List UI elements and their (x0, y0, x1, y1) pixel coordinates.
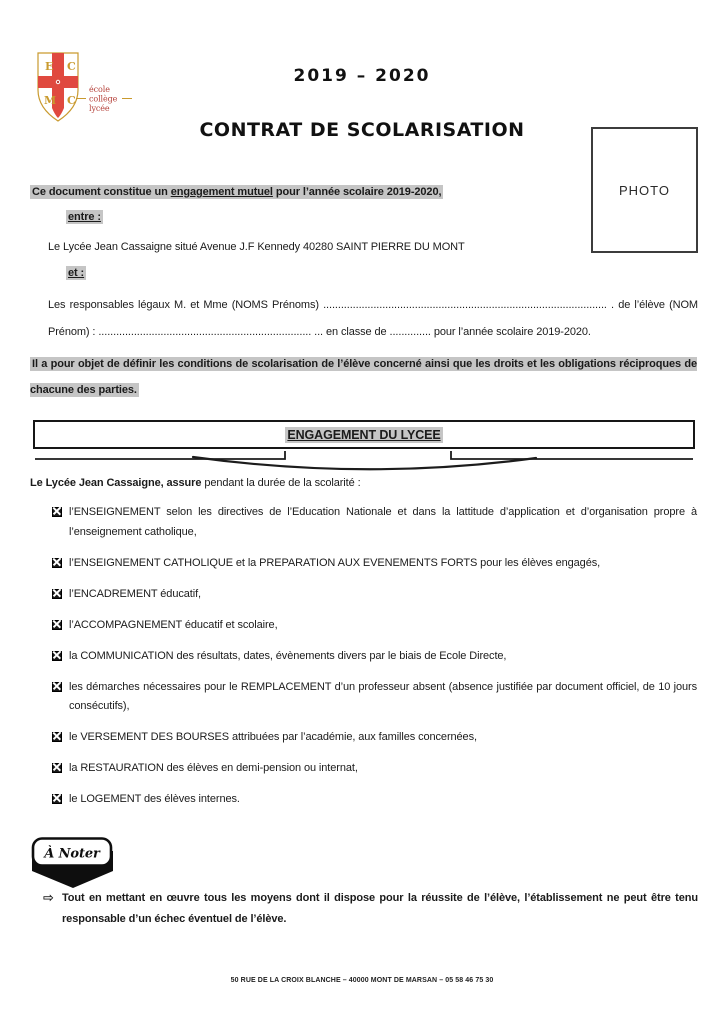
list-item-text: l’ENSEIGNEMENT selon les directives de l’Education Nationale et dans la lattitude d’application et d’organisation propre à l’enseignement catholique, (69, 506, 697, 538)
list-item (52, 759, 697, 779)
list-item-text: l’ENSEIGNEMENT CATHOLIQUE et la PREPARATION AUX EVENEMENTS FORTS pour les élèves engagés, (69, 556, 601, 569)
ballot-box-with-x-icon (52, 558, 62, 568)
assure-intro-line: Le Lycée Jean Cassaigne, assure pendant la durée de la scolarité : (30, 477, 361, 489)
note-text: Tout en mettant en œuvre tous les moyens dont il dispose pour la réussite de l’élève, l’établissement ne peut être tenu responsable d’un échec éventuel de l’élève. (62, 892, 698, 925)
crest-letter-tr: C (67, 60, 76, 73)
list-item-text: la RESTAURATION des élèves en demi-pension ou internat, (69, 762, 358, 774)
et-label: et : (68, 267, 85, 279)
list-item (52, 554, 697, 574)
ballot-box-with-x-icon (52, 732, 62, 742)
engagement-section-header-box (33, 420, 695, 449)
intro-text-underlined: engagement mutuel (170, 186, 273, 198)
ballot-box-with-x-icon (52, 682, 62, 692)
ballot-box-with-x-icon (52, 794, 62, 804)
ballot-box-with-x-icon (52, 620, 62, 630)
ribbon-badge-icon (30, 837, 116, 891)
ballot-box-with-x-icon (52, 507, 62, 517)
page-title: CONTRAT DE SCOLARISATION (199, 119, 525, 141)
crest-letter-br: C (67, 94, 76, 107)
list-item (52, 647, 697, 667)
list-item (52, 585, 697, 605)
ballot-box-with-x-icon (52, 589, 62, 599)
ballot-box-with-x-icon (52, 651, 62, 661)
crest-letter-bl: M (44, 94, 57, 107)
list-item-text: le VERSEMENT DES BOURSES attribuées par l’académie, aux familles concernées, (69, 731, 477, 743)
school-year-heading: 2019 – 2020 (293, 66, 431, 86)
logo-type-college: collège (89, 94, 118, 104)
engagement-section-title: ENGAGEMENT DU LYCEE (287, 427, 441, 442)
list-item (52, 503, 697, 542)
list-item (52, 790, 697, 810)
crest-letter-tl: E (45, 60, 54, 73)
intro-text-pre: Ce document constitue un (32, 186, 171, 198)
photo-label: PHOTO (619, 182, 670, 198)
list-item-text: la COMMUNICATION des résultats, dates, évènements divers par le biais de Ecole Directe, (69, 649, 507, 662)
list-item (52, 678, 697, 717)
rightwards-white-arrow-icon: ⇨ (43, 891, 54, 906)
a-noter-label: À Noter (44, 846, 100, 862)
list-item-text: le LOGEMENT des élèves internes. (69, 793, 240, 805)
list-item (52, 728, 697, 748)
logo-type-ecole: école (89, 85, 110, 94)
list-item-text: l’ACCOMPAGNEMENT éducatif et scolaire, (69, 618, 278, 631)
responsables-fill-in-line: Les responsables légaux M. et Mme (NOMS Prénoms) ................................................................................................ . de l’élève (NOM Prénom) : ........................................................................ ... en classe de .............. pour l’année scolaire 2019-2020. (48, 299, 698, 338)
note-paragraph (43, 888, 698, 930)
logo-type-lycee: lycée (89, 104, 110, 113)
engagement-items-list (52, 503, 697, 821)
footer-address-line: 50 RUE DE LA CROIX BLANCHE – 40000 MONT DE MARSAN – 05 58 46 75 30 (230, 977, 494, 984)
lycee-address-line: Le Lycée Jean Cassaigne situé Avenue J.F Kennedy 40280 SAINT PIERRE DU MONT (48, 241, 465, 253)
objet-paragraph: Il a pour objet de définir les conditions de scolarisation de l’élève concerné ainsi que les droits et les obligations réciproques de chacune des parties. (30, 358, 697, 396)
entre-label: entre : (68, 211, 101, 223)
a-noter-badge (30, 837, 116, 894)
intro-paragraph (30, 186, 690, 198)
ballot-box-with-x-icon (52, 763, 62, 773)
list-item (52, 616, 697, 636)
intro-text-post: pour l’année scolaire 2019-2020, (272, 186, 442, 198)
list-item-text: l’ENCADREMENT éducatif, (69, 587, 201, 600)
list-item-text: les démarches nécessaires pour le REMPLACEMENT d’un professeur absent (absence justifiée par document officiel, de 10 jours consécutifs), (69, 680, 697, 712)
